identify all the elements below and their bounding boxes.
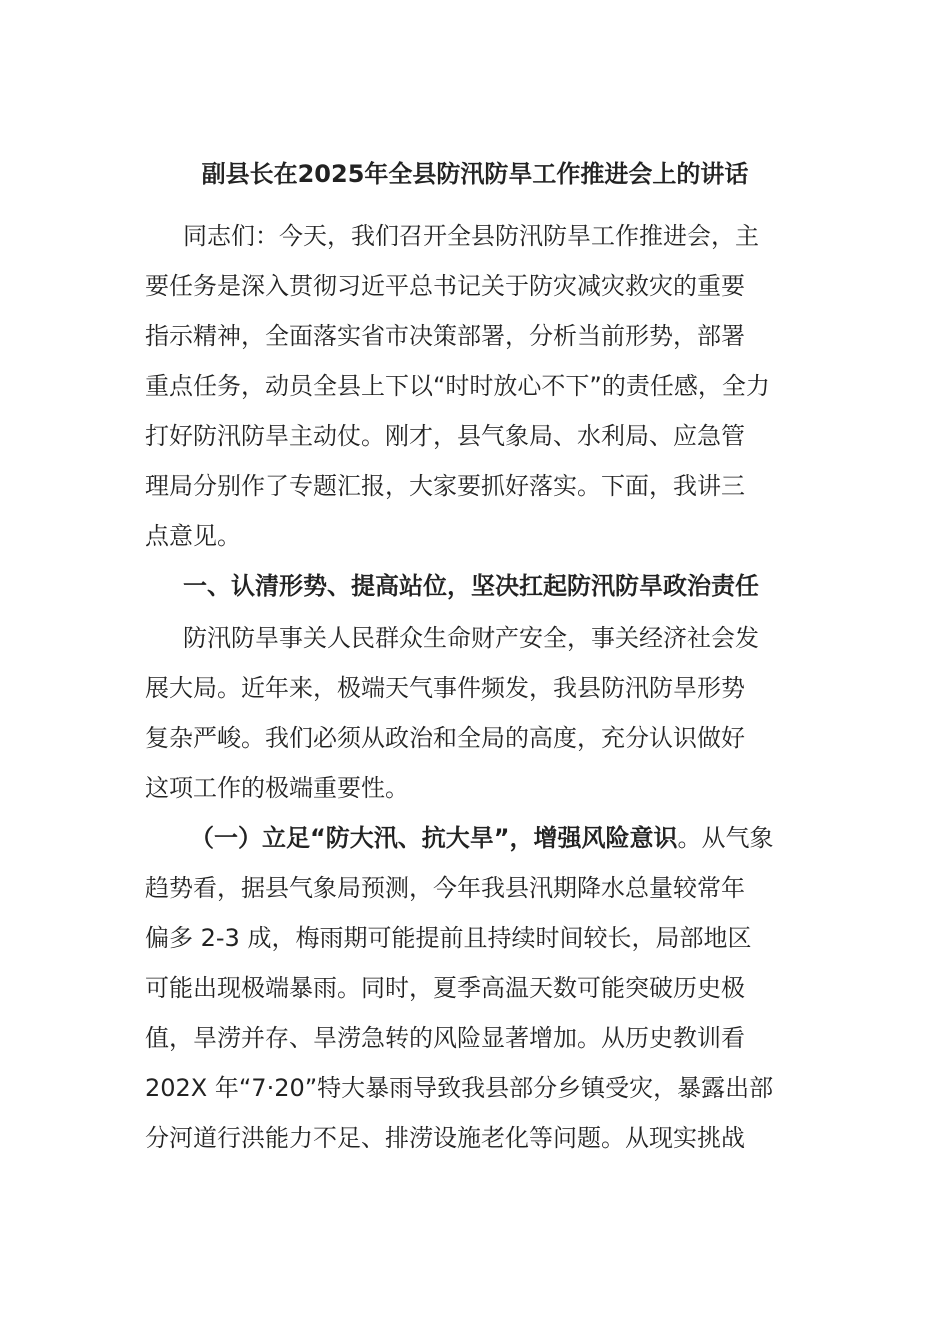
paragraph-line: 趋势看，据县气象局预测，今年我县汛期降水总量较常年 <box>145 874 745 902</box>
paragraph-line: 重点任务，动员全县上下以“时时放心不下”的责任感，全力 <box>145 372 770 400</box>
paragraph-line: 可能出现极端暴雨。同时，夏季高温天数可能突破历史极 <box>145 974 745 1002</box>
paragraph-line: 这项工作的极端重要性。 <box>145 774 409 802</box>
paragraph-line: 要任务是深入贯彻习近平总书记关于防灾减灾救灾的重要 <box>145 272 745 300</box>
paragraph-line: 值，旱涝并存、旱涝急转的风险显著增加。从历史教训看 <box>145 1024 745 1052</box>
section-heading: 一、认清形势、提高站位，坚决扛起防汛防旱政治责任 <box>183 572 759 600</box>
paragraph-line: 偏多 2-3 成，梅雨期可能提前且持续时间较长，局部地区 <box>145 924 752 952</box>
paragraph-line: 分河道行洪能力不足、排涝设施老化等问题。从现实挑战 <box>145 1124 745 1152</box>
subheading: （一）立足“防大汛、抗大旱”，增强风险意识 <box>190 824 678 852</box>
paragraph-line: 202X 年“7·20”特大暴雨导致我县部分乡镇受灾，暴露出部 <box>145 1074 774 1102</box>
paragraph-line: 展大局。近年来，极端天气事件频发，我县防汛防旱形势 <box>145 674 745 702</box>
subheading-line <box>190 820 774 856</box>
paragraph-line: 打好防汛防旱主动仗。刚才，县气象局、水利局、应急管 <box>145 422 745 450</box>
document-title: 副县长在2025年全县防汛防旱工作推进会上的讲话 <box>201 160 749 188</box>
paragraph-line: 同志们：今天，我们召开全县防汛防旱工作推进会，主 <box>183 222 759 250</box>
subheading-tail: 。从气象 <box>677 824 774 852</box>
paragraph-line: 理局分别作了专题汇报，大家要抓好落实。下面，我讲三 <box>145 472 745 500</box>
paragraph-line: 点意见。 <box>145 522 241 550</box>
paragraph-line: 指示精神，全面落实省市决策部署，分析当前形势，部署 <box>145 322 745 350</box>
paragraph-line: 复杂严峻。我们必须从政治和全局的高度，充分认识做好 <box>145 724 745 752</box>
paragraph-line: 防汛防旱事关人民群众生命财产安全，事关经济社会发 <box>183 624 759 652</box>
